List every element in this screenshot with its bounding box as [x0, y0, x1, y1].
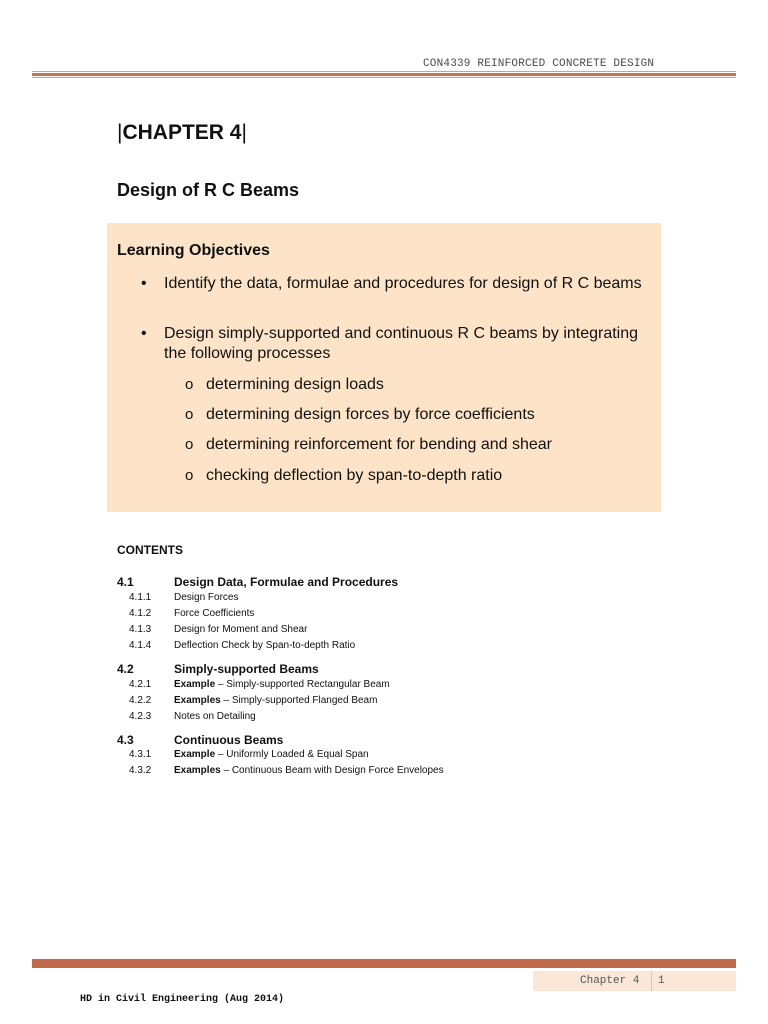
subsection-prefix: Example: [174, 749, 216, 760]
subsection-title: Design for Moment and Shear: [174, 624, 308, 635]
circle-bullet-icon: o: [185, 436, 194, 453]
learning-objectives-heading: Learning Objectives: [117, 242, 270, 259]
subsection-title: [174, 679, 390, 690]
subsection-number: 4.1.1: [129, 592, 152, 603]
bullet-icon: •: [141, 325, 147, 342]
circle-bullet-icon: o: [185, 376, 194, 393]
circle-bullet-icon: o: [185, 467, 194, 484]
subsection-title: Force Coefficients: [174, 608, 255, 619]
subsection-title-rest: – Simply-supported Flanged Beam: [220, 695, 378, 706]
page-number: 1: [658, 975, 665, 987]
bullet-icon: •: [141, 275, 147, 292]
learning-objectives-box: [107, 223, 661, 512]
section-number: 4.1: [117, 575, 134, 589]
subsection-title: Notes on Detailing: [174, 711, 256, 722]
chapter-title: Design of R C Beams: [117, 180, 300, 200]
section-title: Design Data, Formulae and Procedures: [174, 575, 399, 589]
running-header-title: CON4339 REINFORCED CONCRETE DESIGN: [423, 58, 655, 70]
footer-course-label: HD in Civil Engineering (Aug 2014): [80, 994, 285, 1005]
footer-chapter-label: Chapter 4: [580, 975, 640, 987]
objective-subbullet-text: determining design forces by force coefficients: [206, 406, 535, 423]
chapter-heading: [117, 121, 247, 145]
chapter-bar-left: |: [117, 121, 123, 144]
objective-text: Design simply-supported and continuous R C beams by integrating the following processes: [164, 325, 639, 362]
subsection-title-rest: – Continuous Beam with Design Force Envelopes: [220, 765, 444, 776]
subsection-number: 4.3.1: [129, 749, 152, 760]
objective-subbullet-text: checking deflection by span-to-depth ratio: [206, 467, 503, 484]
chapter-label: CHAPTER 4: [122, 121, 242, 144]
circle-bullet-icon: o: [185, 406, 194, 423]
subsection-prefix: Examples: [174, 765, 221, 776]
footer-band: [32, 959, 736, 968]
subsection-title: [174, 749, 369, 760]
section-title: Continuous Beams: [174, 733, 284, 747]
header-rule-top: [32, 71, 736, 72]
section-number: 4.2: [117, 662, 134, 676]
subsection-title: [174, 695, 377, 706]
subsection-number: 4.1.3: [129, 624, 152, 635]
objective-subbullet-text: determining reinforcement for bending and shear: [206, 436, 552, 453]
section-number: 4.3: [117, 733, 134, 747]
contents-heading: CONTENTS: [117, 543, 183, 557]
subsection-title: [174, 765, 444, 776]
objective-text: Identify the data, formulae and procedures for design of R C beams: [164, 275, 642, 292]
objective-subbullet-text: determining design loads: [206, 376, 384, 393]
header-rule-thick: [32, 73, 736, 76]
header-rule-bottom: [32, 77, 736, 78]
subsection-number: 4.2.1: [129, 679, 152, 690]
subsection-title-rest: – Uniformly Loaded & Equal Span: [215, 749, 369, 760]
subsection-prefix: Examples: [174, 695, 221, 706]
subsection-title: Design Forces: [174, 592, 239, 603]
chapter-bar-right: |: [241, 121, 247, 144]
subsection-number: 4.2.3: [129, 711, 152, 722]
subsection-title-rest: – Simply-supported Rectangular Beam: [215, 679, 390, 690]
subsection-prefix: Example: [174, 679, 216, 690]
section-title: Simply-supported Beams: [174, 662, 319, 676]
subsection-number: 4.3.2: [129, 765, 152, 776]
subsection-number: 4.1.2: [129, 608, 152, 619]
subsection-title: Deflection Check by Span-to-depth Ratio: [174, 640, 356, 651]
subsection-number: 4.1.4: [129, 640, 152, 651]
subsection-number: 4.2.2: [129, 695, 152, 706]
